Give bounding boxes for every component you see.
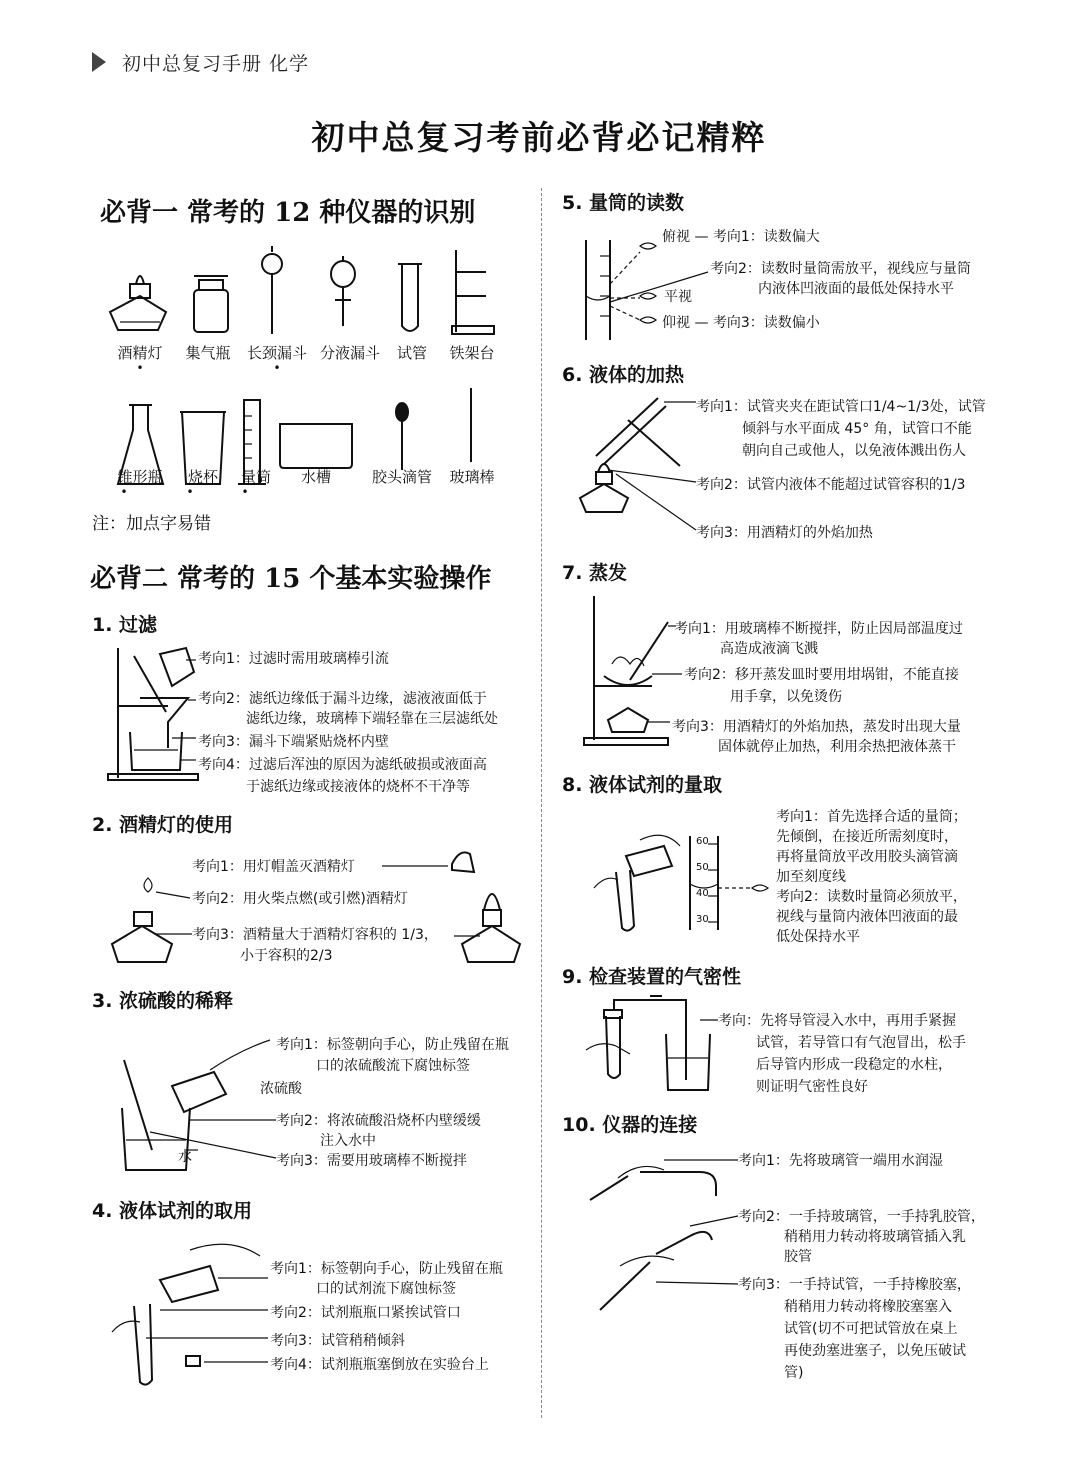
measuring-note-2: 考向2：读数时量筒必须放平，	[776, 889, 967, 905]
filtration-note-2: 考向2：滤纸边缘低于漏斗边缘，滤液液面低于	[198, 691, 487, 707]
liquid-taking-note-2: 考向2：试剂瓶瓶口紧挨试管口	[270, 1305, 461, 1321]
evaporation-note-2b: 用手拿，以免烫伤	[730, 689, 842, 705]
scale-label: 30	[696, 914, 709, 925]
acid-dilution-title: 3. 浓硫酸的稀释	[92, 990, 234, 1012]
page-title: 初中总复习考前必背必记精粹	[311, 118, 767, 157]
section1-title: 必背一 常考的 12 种仪器的识别	[100, 198, 476, 228]
cylinder-note-3: 仰视 — 考向3：读数偏小	[662, 315, 820, 331]
liquid-taking-title: 4. 液体试剂的取用	[92, 1200, 253, 1222]
cylinder-reading-title: 5. 量筒的读数	[562, 192, 685, 214]
liquid-taking-note-4: 考向4：试剂瓶瓶塞倒放在实验台上	[270, 1357, 489, 1373]
connection-note-3d: 再使劲塞进塞子，以免压破试	[784, 1343, 966, 1359]
acid-note-1: 考向1：标签朝向手心，防止残留在瓶	[276, 1037, 509, 1053]
heating-note-1: 考向1：试管夹夹在距试管口1/4~1/3处，试管	[696, 399, 986, 415]
filtration-title: 1. 过滤	[92, 614, 158, 636]
scale-label: 60	[696, 836, 709, 847]
alcohol-lamp-note-3b: 小于容积的2/3	[240, 948, 333, 964]
measuring-note-1: 考向1：首先选择合适的量筒；	[776, 809, 967, 825]
evaporation-note-3b: 固体就停止加热，利用余热把液体蒸干	[718, 739, 956, 755]
heating-note-3: 考向3：用酒精灯的外焰加热	[696, 525, 873, 541]
connection-note-2c: 胶管	[784, 1249, 812, 1265]
liquid-taking-note-1: 考向1：标签朝向手心，防止残留在瓶	[270, 1261, 503, 1277]
connection-note-3: 考向3：一手持试管，一手持橡胶塞，	[738, 1277, 971, 1293]
filtration-note-3: 考向3：漏斗下端紧贴烧杯内壁	[198, 734, 389, 750]
filtration-note-2b: 滤纸边缘，玻璃棒下端轻靠在三层滤纸处	[246, 711, 498, 727]
instrument-label: 集气瓶	[185, 344, 231, 362]
cylinder-level-label: 平视	[664, 289, 692, 305]
measuring-note-2b: 视线与量筒内液体凹液面的最	[776, 909, 958, 925]
scale-label: 50	[696, 862, 709, 873]
cylinder-note-1: 俯视 — 考向1：读数偏大	[662, 229, 820, 245]
header-text: 初中总复习手册 化学	[122, 53, 310, 75]
airtightness-note-1: 考向：先将导管浸入水中，再用手紧握	[718, 1013, 956, 1029]
measuring-note-1b: 先倾倒，在接近所需刻度时，	[776, 829, 958, 845]
airtightness-note-1c: 后导管内形成一段稳定的水柱，	[756, 1057, 952, 1073]
error-dot: •	[120, 485, 128, 499]
heating-note-1b: 倾斜与水平面成 45° 角，试管口不能	[742, 421, 972, 437]
instrument-label: 玻璃棒	[449, 468, 495, 486]
instrument-label: 铁架台	[449, 344, 495, 362]
connection-title: 10. 仪器的连接	[562, 1114, 698, 1136]
liquid-taking-note-3: 考向3：试管稍稍倾斜	[270, 1333, 405, 1349]
alcohol-lamp-note-2: 考向2：用火柴点燃(或引燃)酒精灯	[192, 891, 408, 907]
connection-note-3b: 稍稍用力转动将橡胶塞塞入	[784, 1299, 952, 1315]
heating-note-1c: 朝向自己或他人，以免液体溅出伤人	[742, 443, 966, 459]
evaporation-title: 7. 蒸发	[562, 562, 628, 584]
error-dot: •	[273, 361, 281, 375]
acid-note-2: 考向2：将浓硫酸沿烧杯内壁缓缓	[276, 1113, 481, 1129]
acid-note-2b: 注入水中	[320, 1133, 376, 1149]
cylinder-note-2b: 内液体凹液面的最低处保持水平	[758, 281, 954, 297]
connection-note-2: 考向2：一手持玻璃管，一手持乳胶管，	[738, 1209, 985, 1225]
instrument-label: 锥形瓶	[117, 468, 163, 486]
instrument-label: 酒精灯	[117, 344, 163, 362]
section1-note: 注：加点字易错	[92, 514, 211, 534]
measuring-note-1d: 加至刻度线	[776, 869, 846, 885]
filtration-note-1: 考向1：过滤时需用玻璃棒引流	[198, 651, 389, 667]
evaporation-note-1b: 高造成液滴飞溅	[720, 641, 818, 657]
airtightness-note-1b: 试管，若导管口有气泡冒出，松手	[756, 1035, 966, 1051]
error-dot: •	[186, 485, 194, 499]
water-label: 水	[178, 1149, 192, 1165]
liquid-measuring-title: 8. 液体试剂的量取	[562, 774, 723, 796]
connection-note-3e: 管)	[784, 1365, 804, 1381]
instrument-label: 烧杯	[187, 468, 218, 486]
error-dot: •	[136, 361, 144, 375]
evaporation-note-3: 考向3：用酒精灯的外焰加热，蒸发时出现大量	[672, 719, 961, 735]
acid-note-1b: 口的浓硫酸流下腐蚀标签	[316, 1058, 470, 1074]
measuring-note-1c: 再将量筒放平改用胶头滴管滴	[776, 849, 958, 865]
connection-note-2b: 稍稍用力转动将玻璃管插入乳	[784, 1229, 966, 1245]
acid-note-3: 考向3：需要用玻璃棒不断搅拌	[276, 1153, 467, 1169]
alcohol-lamp-note-3: 考向3：酒精量大于酒精灯容积的 1/3，	[192, 927, 438, 943]
airtightness-title: 9. 检查装置的气密性	[562, 966, 742, 988]
instrument-label: 量筒	[240, 468, 271, 486]
evaporation-note-2: 考向2：移开蒸发皿时要用坩埚钳，不能直接	[684, 667, 959, 683]
instrument-label: 胶头滴管	[371, 468, 432, 486]
section2-title: 必背二 常考的 15 个基本实验操作	[90, 564, 492, 594]
acid-label: 浓硫酸	[260, 1081, 302, 1097]
cylinder-note-2: 考向2：读数时量筒需放平，视线应与量筒	[710, 261, 971, 277]
instrument-label: 水槽	[300, 468, 331, 486]
instrument-label: 试管	[396, 344, 427, 362]
instrument-label: 分液漏斗	[319, 344, 380, 362]
connection-note-1: 考向1：先将玻璃管一端用水润湿	[738, 1153, 943, 1169]
filtration-note-4: 考向4：过滤后浑浊的原因为滤纸破损或液面高	[198, 757, 487, 773]
measuring-note-2c: 低处保持水平	[776, 929, 860, 945]
liquid-taking-note-1b: 口的试剂流下腐蚀标签	[316, 1281, 456, 1297]
error-dot: •	[241, 485, 249, 499]
liquid-heating-title: 6. 液体的加热	[562, 364, 685, 386]
alcohol-lamp-note-1: 考向1：用灯帽盖灭酒精灯	[192, 859, 355, 875]
evaporation-note-1: 考向1：用玻璃棒不断搅拌，防止因局部温度过	[674, 621, 963, 637]
connection-note-3c: 试管(切不可把试管放在桌上	[784, 1321, 958, 1337]
alcohol-lamp-title: 2. 酒精灯的使用	[92, 814, 234, 836]
heating-note-2: 考向2：试管内液体不能超过试管容积的1/3	[696, 477, 966, 493]
filtration-note-4b: 于滤纸边缘或接液体的烧杯不干净等	[246, 779, 470, 795]
scale-label: 40	[696, 888, 709, 899]
airtightness-note-1d: 则证明气密性良好	[756, 1079, 868, 1095]
instrument-label: 长颈漏斗	[246, 344, 307, 362]
